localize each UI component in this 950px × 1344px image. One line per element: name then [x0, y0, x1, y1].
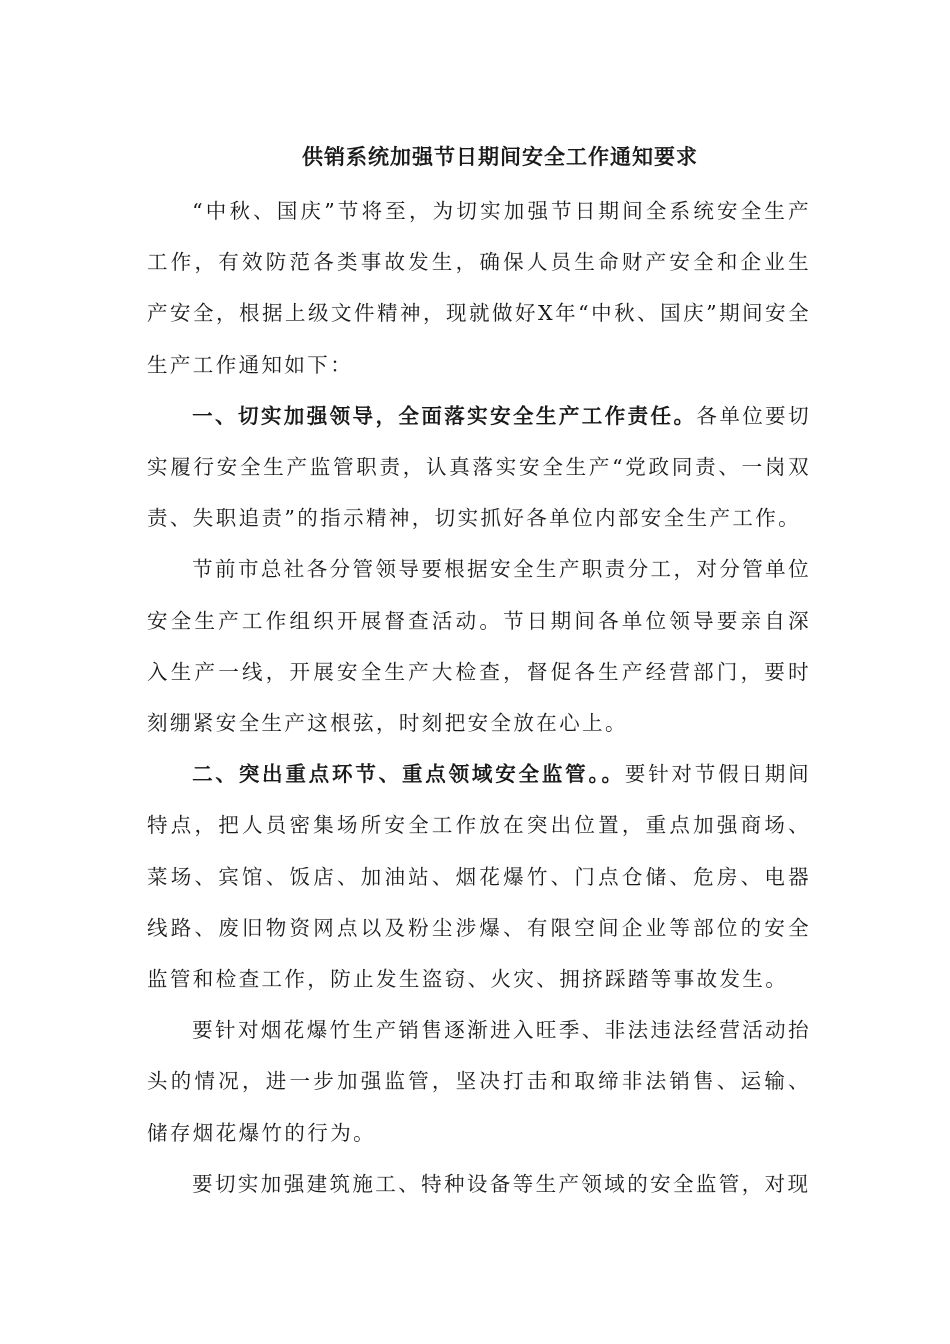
section-heading: 一、切实加强领导，全面落实安全生产工作责任。	[192, 403, 697, 428]
paragraph-fireworks	[147, 1005, 811, 1159]
section-heading: 二、突出重点环节、重点领域安全监管。。	[192, 762, 625, 787]
paragraph-section-1-detail	[147, 544, 811, 749]
paragraph-section-2	[147, 749, 811, 1005]
paragraph-text: “中秋、国庆”节将至，为切实加强节日期间全系统安全生产工作，有效防范各类事故发生，确保人员生命财产安全和企业生产安全，根据上级文件精神，现就做好X年“中秋、国庆”期间安全生产工作通知如下：	[147, 199, 811, 377]
paragraph-text: 各单位要切实履行安全生产监管职责，认真落实安全生产“党政同责、一岗双责、失职追责”的指示精神，切实抓好各单位内部安全生产工作。	[147, 403, 811, 531]
paragraph-text: 要切实加强建筑施工、特种设备等生产领域的安全监管，对现	[192, 1171, 811, 1196]
paragraph-text: 要针对烟花爆竹生产销售逐渐进入旺季、非法违法经营活动抬头的情况，进一步加强监管，坚决打击和取缔非法销售、运输、储存烟花爆竹的行为。	[147, 1018, 811, 1145]
paragraph-text: 要针对节假日期间特点，把人员密集场所安全工作放在突出位置，重点加强商场、菜场、宾馆、饭店、加油站、烟花爆竹、门点仓储、危房、电器线路、废旧物资网点以及粉尘涉爆、有限空间企业等部位的安全监管和检查工作，防止发生盗窃、火灾、拥挤踩踏等事故发生。	[147, 762, 811, 992]
paragraph-construction	[147, 1159, 811, 1210]
document-body	[147, 186, 811, 1210]
paragraph-section-1	[147, 391, 811, 545]
paragraph-intro	[147, 186, 811, 391]
paragraph-text: 节前市总社各分管领导要根据安全生产职责分工，对分管单位安全生产工作组织开展督查活动。节日期间各单位领导要亲自深入生产一线，开展安全生产大检查，督促各生产经营部门，要时刻绷紧安全生产这根弦，时刻把安全放在心上。	[147, 557, 811, 736]
document-title: 供销系统加强节日期间安全工作通知要求	[302, 144, 698, 169]
